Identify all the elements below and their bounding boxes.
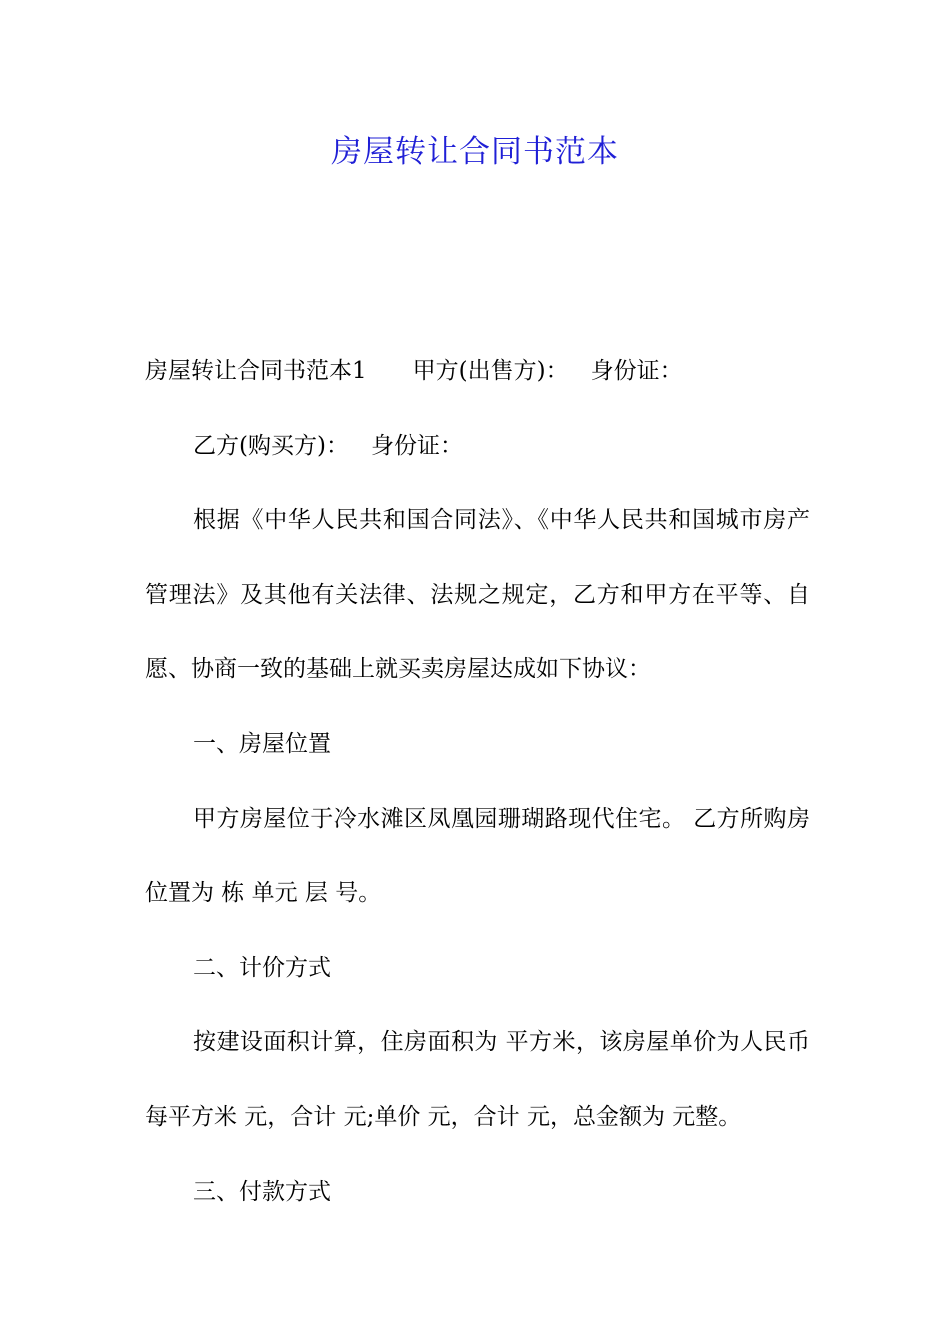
paragraph-pricing: 按建设面积计算，住房面积为 平方米，该房屋单价为人民币每平方米 元，合计 元;单价 元，合计 元，总金额为 元整。 [145,1029,810,1130]
paragraph-parties-buyer [145,409,810,484]
buyer-id-label: 身份证： [370,432,463,459]
seller-label: 甲方(出售方)： [412,358,569,384]
document-title: 房屋转让合同书范本 [331,134,619,170]
paragraph-legal-basis: 根据《中华人民共和国合同法》、《中华人民共和国城市房产管理法》及其他有关法律、法规之规定，乙方和甲方在平等、自愿、协商一致的基础上就买卖房屋达成如下协议： [145,507,810,683]
section-heading-pricing: 二、计价方式 [193,954,331,981]
paragraph-location: 甲方房屋位于冷水滩区凤凰园珊瑚路现代住宅。 乙方所购房位置为 栋 单元 层 号。 [145,805,810,907]
document-body [145,334,810,1229]
section-heading-location: 一、房屋位置 [193,730,331,757]
buyer-label: 乙方(购买方)： [193,432,349,459]
section-heading-payment: 三、付款方式 [193,1178,331,1205]
contract-number-label: 房屋转让合同书范本1 [145,358,367,384]
paragraph-parties-seller [145,334,810,409]
seller-id-label: 身份证： [590,358,683,384]
